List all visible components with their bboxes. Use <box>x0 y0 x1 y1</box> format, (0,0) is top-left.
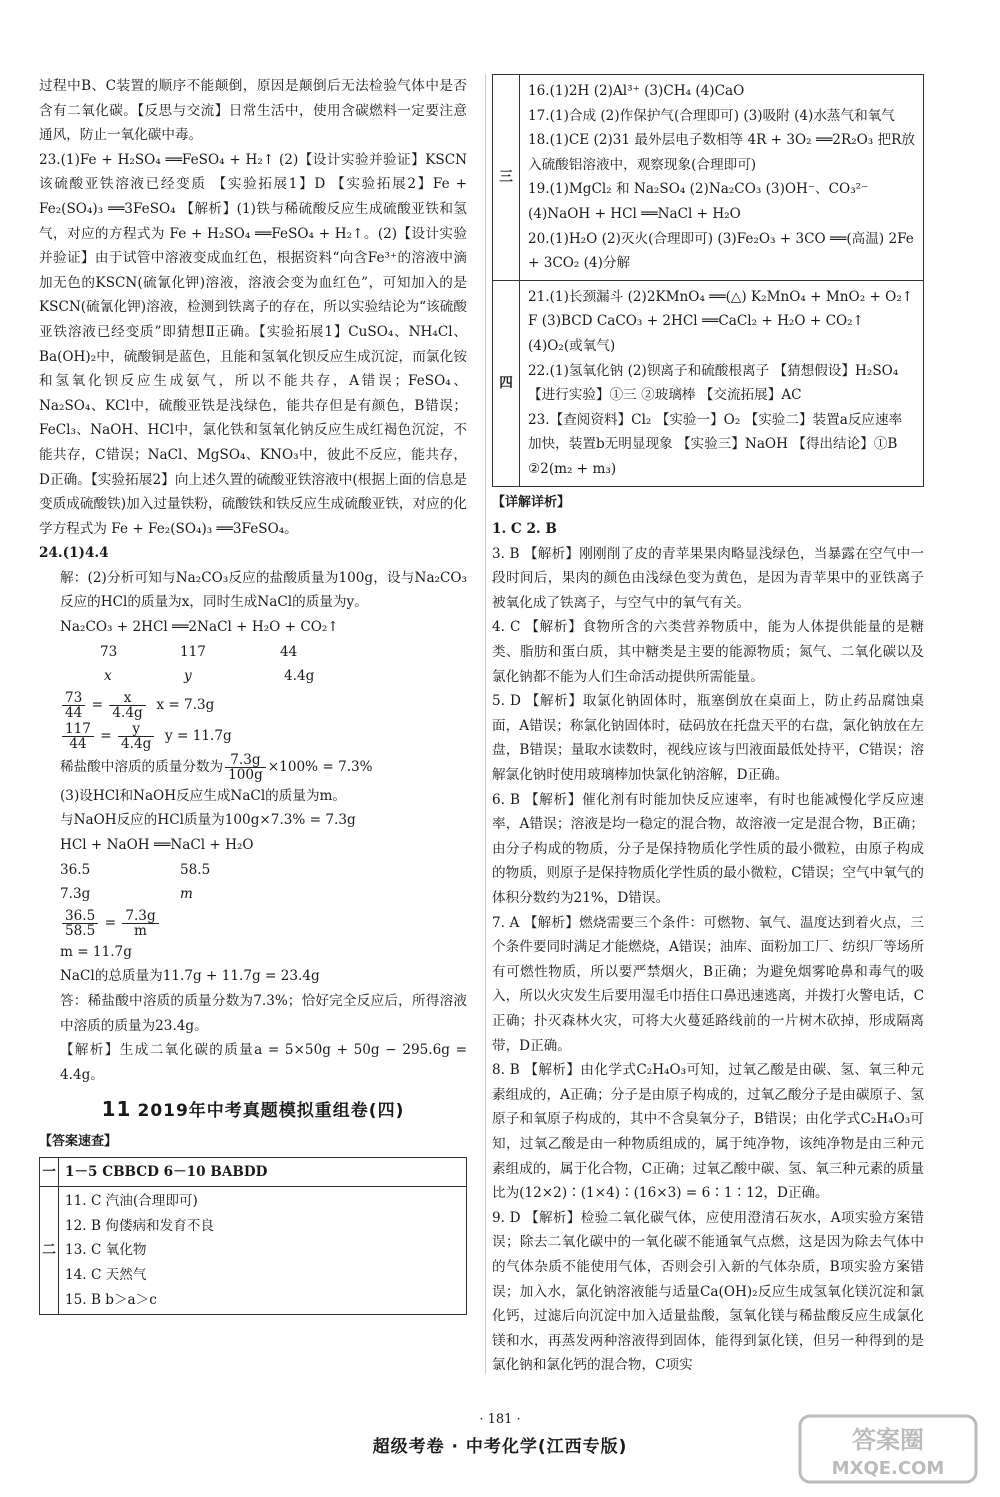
equation-2-masses: 36.5 58.5 <box>60 861 211 878</box>
answer-15: 15. B b＞a＞c <box>65 1291 157 1308</box>
mass-fraction: 稀盐酸中溶质的质量分数为 $\frac{7.3g}{100g}$ ×100% = 7.3% <box>60 751 373 783</box>
part-1-answers: 1－5 CBBCD 6－10 BABDD <box>59 1157 467 1187</box>
equation-1-masses <box>60 640 467 665</box>
q24-solution-intro: 解：(2)分析可知与Na₂CO₃反应的盐酸质量为100g，设与Na₂CO₃反应的HCl的质量为x，同时生成NaCl的质量为y。 <box>60 569 467 611</box>
equation-2-vars: 7.3g m <box>60 886 193 903</box>
ratio-m: $\frac{36.5}{58.5}$ = $\frac{7.3g}{m}$ <box>60 909 467 938</box>
svg-text:MXQE.COM: MXQE.COM <box>831 1458 945 1479</box>
answer-22: 22.(1)氢氧化钠 (2)钡离子和硫酸根离子 【猜想假设】H₂SO₄ 【进行实验】①三 ②玻璃棒 【交流拓展】AC <box>528 362 899 404</box>
ratio-x: $\frac{73}{44}$ = $\frac{x}{4.4g}$ x = 7.3g <box>60 691 467 720</box>
column-divider <box>485 74 486 1374</box>
final-answer: 答：稀盐酸中溶质的质量分数为7.3%；恰好完全反应后，所得溶液中溶质的质量为23.4g。 <box>60 993 467 1034</box>
page-number: · 181 · <box>479 1412 521 1427</box>
part-3-row <box>493 75 923 280</box>
explain-7: 7. A 【解析】燃烧需要三个条件：可燃物、氧气、温度达到着火点，三个条件要同时满足才能燃烧，A错误；油库、面粉加工厂、纺织厂等场所有可燃性物质，所以要严禁烟火，B正确；为避免烟雾呛鼻和毒气的吸入，所以火灾发生后要用湿毛巾捂住口鼻迅速逃离，并拨打火警电话，C正确；扑灭森林火灾，可将大火蔓延路线前的一片树木砍掉，形成隔离带，D正确。 <box>492 914 924 1054</box>
mass-44: 44 <box>280 643 298 660</box>
analysis-co2: 【解析】生成二氧化碳的质量a = 5×50g + 50g − 295.6g = 4.4g。 <box>60 1042 467 1083</box>
quick-answer-table <box>39 1157 467 1316</box>
equation-1: Na₂CO₃ + 2HCl ══2NaCl + H₂O + CO₂↑ <box>60 619 339 636</box>
svg-text:答案圈: 答案圈 <box>852 1426 924 1454</box>
answer-18: 18.(1)CE (2)31 最外层电子数相等 4R + 3O₂ ══2R₂O₃ 把R放入硫酸铝溶液中，观察现象(合理即可) <box>528 132 915 173</box>
q24-part1: 24.(1)4.4 <box>39 545 109 562</box>
q24-part3-b: 与NaOH反应的HCl质量为100g×7.3% = 7.3g <box>60 812 356 829</box>
left-column <box>39 74 467 1315</box>
var-x: x <box>104 668 112 685</box>
answer-17: 17.(1)合成 (2)作保护气(合理即可) (3)吸附 (4)水蒸气和氧气 <box>528 107 895 124</box>
explain-6: 6. B 【解析】催化剂有时能加快反应速率，有时也能减慢化学反应速率，A错误；溶液是均一稳定的混合物，故溶液一定是混合物，B正确；由分子构成的物质，分子是保持物质化学性质的最小微粒，由原子构成的物质，则原子是保持物质化学性质的最小微粒，C错误；空气中氧气的体积分数约为21%，D错误。 <box>492 791 924 906</box>
answer-16: 16.(1)2H (2)Al³⁺ (3)CH₄ (4)CaO <box>528 83 745 99</box>
intro-paragraph: 过程中B、C装置的顺序不能颠倒，原因是颠倒后无法检验气体中是否含有二氧化碳。【反思与交流】日常生活中，使用含碳燃料一定要注意通风，防止一氧化碳中毒。 <box>39 78 467 144</box>
part-2-answers <box>59 1187 467 1315</box>
answer-21: 21.(1)长颈漏斗 (2)2KMnO₄ ══(△) K₂MnO₄ + MnO₂ + O₂↑ F (3)BCD CaCO₃ + 2HCl ══CaCl₂ + H₂O + CO₂↑ (4)O₂(或氧气) <box>528 288 914 354</box>
part-4-row <box>493 280 923 486</box>
part-1-label: 一 <box>40 1157 59 1187</box>
m-result: m = 11.7g <box>60 943 132 960</box>
mass-117: 117 <box>180 643 206 660</box>
equation-1-vars <box>60 664 467 689</box>
explain-9: 9. D 【解析】检验二氧化碳气体，应使用澄清石灰水，A项实验方案错误；除去二氧化碳中的一氧化碳不能通氧气点燃，这是因为除去气体中的气体杂质不能使用气体，否则会引入新的气体杂质，B项实验方案错误；加入水，氯化钠溶液能与适量Ca(OH)₂反应生成氢氧化镁沉淀和氯化钙，过滤后向沉淀中加入适量盐酸，氢氧化镁与稀盐酸反应生成氯化镁和水，再蒸发两种溶液得到固体，能得到氯化镁，但另一种得到的是氯化钠和氯化钙的混合物，C项实 <box>492 1209 924 1374</box>
explain-3: 3. B 【解析】刚刚削了皮的青苹果果肉略显浅绿色，当暴露在空气中一段时间后，果肉的颜色由浅绿色变为黄色，是因为青苹果中的亚铁离子被氧化成了铁离子，与空气中的氧气有关。 <box>492 545 924 611</box>
explain-4: 4. C 【解析】食物所含的六类营养物质中，能为人体提供能量的是糖类、脂肪和蛋白质，其中糖类是主要的能源物质；氮气、二氧化碳以及氯化钠都不能为人们生命活动提供所需能量。 <box>492 619 924 685</box>
part-3-answers <box>520 75 923 280</box>
explain-8: 8. B 【解析】由化学式C₂H₄O₃可知，过氧乙酸是由碳、氢、氧三种元素组成的，A正确；分子是由原子构成的，过氧乙酸分子是由碳原子、氢原子和氧原子构成的，其中不含臭氧分子，B错误；由化学式C₂H₄O₃可知，过氧乙酸是由一种物质组成的，属于纯净物，该纯净物是由三种元素组成的，属于化合物，C正确；过氧乙酸中碳、氢、氧三种元素的质量比为(12×2)∶(1×4)∶(16×3) = 6∶1∶12，D正确。 <box>492 1062 924 1202</box>
var-y: y <box>184 668 192 685</box>
section-title: 11 2019年中考真题模拟重组卷(四) <box>101 1097 405 1122</box>
calculation-block-1 <box>39 615 467 1087</box>
q24-part3: (3)设HCl和NaOH反应生成NaCl的质量为m。 <box>60 787 347 804</box>
part-3-label: 三 <box>493 75 520 280</box>
right-column <box>492 74 924 1378</box>
detail-label: 【详解详析】 <box>492 494 571 510</box>
watermark-logo <box>798 1414 978 1484</box>
explain-5: 5. D 【解析】取氯化钠固体时，瓶塞倒放在桌面上，防止药品腐蚀桌面，A错误；称氯化钠固体时，砝码放在托盘天平的右盘，氯化钠放在左盘，B错误；量取水读数时，视线应该与凹液面最低处持平，C错误；溶解氯化钠时使用玻璃棒加快氯化钠溶解，D正确。 <box>492 693 924 784</box>
part-2-label: 二 <box>40 1187 59 1315</box>
var-4-4g: 4.4g <box>284 668 315 685</box>
quick-answer-label: 【答案速查】 <box>39 1133 118 1149</box>
mass-73: 73 <box>100 643 118 660</box>
answer-23: 23.【查阅资料】Cl₂ 【实验一】O₂ 【实验二】装置a反应速率加快，装置b无明显现象 【实验三】NaOH 【得出结论】①B ②2(m₂ + m₃) <box>528 411 903 477</box>
answer-11: 11. C 汽油(合理即可) <box>65 1193 198 1210</box>
answer-12: 12. B 佝偻病和发育不良 <box>65 1217 214 1234</box>
part-4-answers <box>520 281 923 486</box>
ratio-y: $\frac{117}{44}$ = $\frac{y}{4.4g}$ y = 11.7g <box>60 722 467 751</box>
answer-box-3-4 <box>492 74 924 487</box>
book-title: 超级考卷 · 中考化学(江西专版) <box>372 1437 628 1457</box>
total-nacl: NaCl的总质量为11.7g + 11.7g = 23.4g <box>60 968 320 985</box>
equation-2: HCl + NaOH ══NaCl + H₂O <box>60 837 254 854</box>
answer-20: 20.(1)H₂O (2)灭火(合理即可) (3)Fe₂O₃ + 3CO ══(高温) 2Fe + 3CO₂ (4)分解 <box>528 230 914 272</box>
part-4-label: 四 <box>493 281 520 486</box>
answer-14: 14. C 天然气 <box>65 1266 147 1283</box>
answer-1-2: 1. C 2. B <box>492 521 557 538</box>
answer-13: 13. C 氧化物 <box>65 1242 147 1259</box>
q23-answer: 23.(1)Fe + H₂SO₄ ══FeSO₄ + H₂↑ (2)【设计实验并验证】KSCN 该硫酸亚铁溶液已经变质 【实验拓展1】D 【实验拓展2】Fe + Fe₂(SO₄)₃ ══3FeSO₄ 【解析】(1)铁与稀硫酸反应生成硫酸亚铁和氢气，对应的方程式为 Fe + H₂SO₄ ══FeSO₄ + H₂↑。(2)【设计实验并验证】由于试管中溶液变成血红色，根据资料“向含Fe³⁺的溶液中滴加无色的KSCN(硫氰化钾)溶液，溶液会变为血红色”，可知加入的是KSCN(硫氰化钾)溶液，检测到铁离子的存在，所以实验结论为“该硫酸亚铁溶液已经变质”即猜想Ⅱ正确。【实验拓展1】CuSO₄、NH₄Cl、Ba(OH)₂中，硫酸铜是蓝色，且能和氢氧化钡反应生成沉淀，而氯化铵和氢氧化钡反应生成氨气，所以不能共存，A错误；FeSO₄、Na₂SO₄、KCl中，硫酸亚铁是浅绿色，能共存但是有颜色，B错误；FeCl₃、NaOH、HCl中，氯化铁和氢氧化钠反应生成红褐色沉淀，不能共存，C错误；NaCl、MgSO₄、KNO₃中，彼此不反应，能共存，D正确。【实验拓展2】向上述久置的硫酸亚铁溶液中(根据上面的信息是变质成硫酸铁)加入过量铁粉，硫酸铁和铁反应生成硫酸亚铁，对应的化学方程式为 Fe + Fe₂(SO₄)₃ ══3FeSO₄。 <box>39 151 467 537</box>
answer-19: 19.(1)MgCl₂ 和 Na₂SO₄ (2)Na₂CO₃ (3)OH⁻、CO₃²⁻ (4)NaOH + HCl ══NaCl + H₂O <box>528 181 869 222</box>
